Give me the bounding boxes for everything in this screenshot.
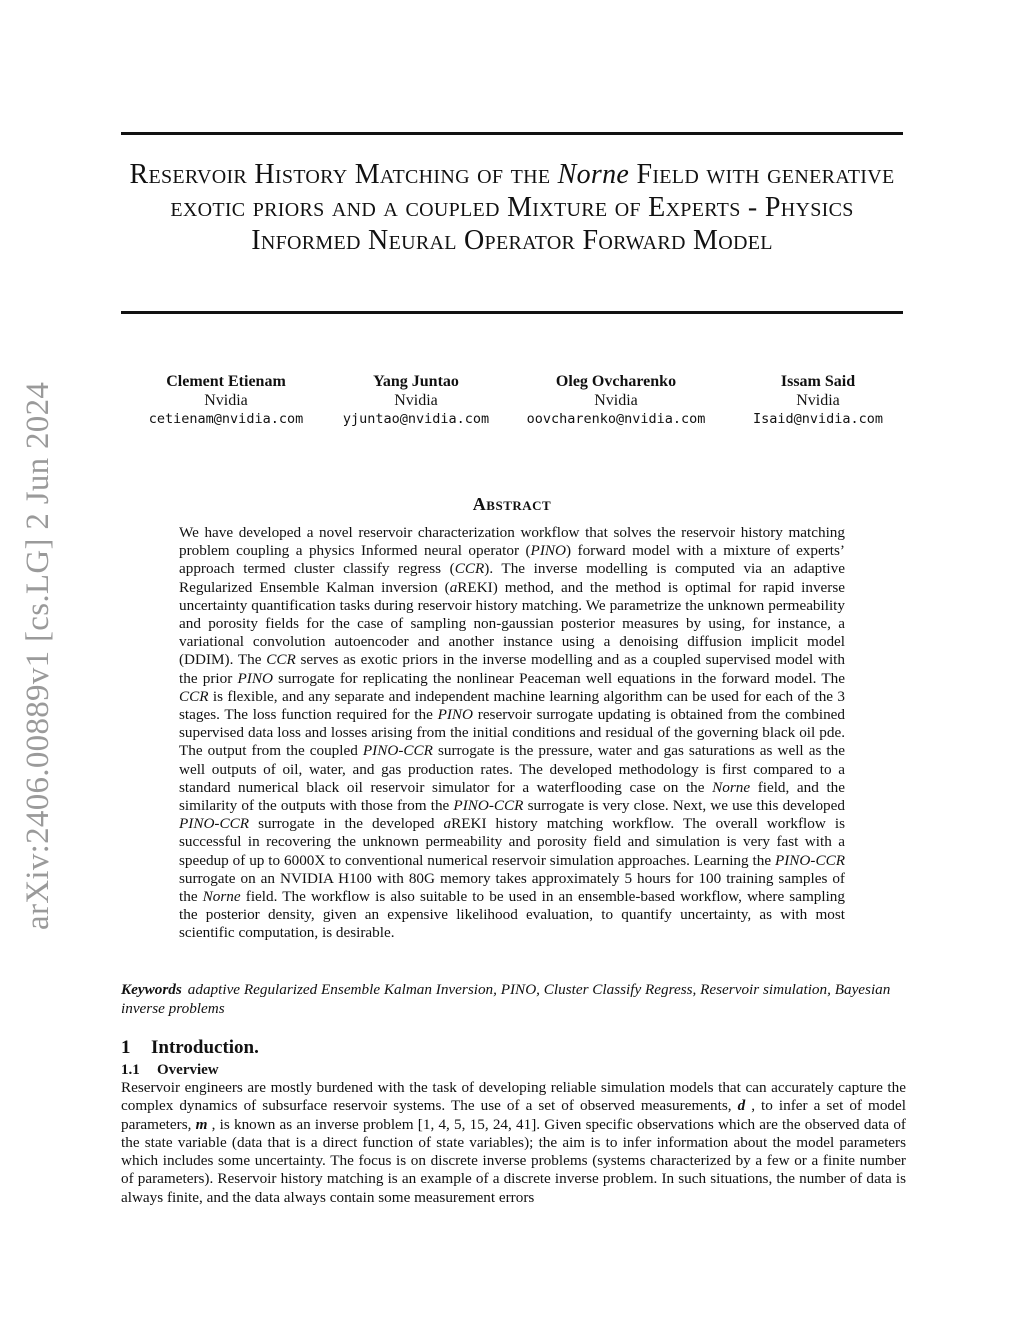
abstract-italic-term: PINO (237, 669, 273, 687)
abstract-italic-term: CCR (454, 560, 485, 578)
abstract-text-run: REKI history matching workflow. The overall workflow is successful in recovering the unknown permeability and porosity field and simulation is very fast with a speedup of up to 6000X to conventional numerical reservoir simulation approaches. Learning the (179, 815, 845, 869)
subsection-heading-overview (121, 1062, 219, 1079)
abstract-text-run: surrogate for replicating the nonlinear Peaceman well equations in the forward model. The (272, 669, 846, 687)
author-email[interactable]: oovcharenko@nvidia.com (526, 411, 706, 427)
subsection-title: Overview (157, 1062, 219, 1078)
keywords-label: Keywords (121, 981, 182, 998)
abstract-italic-term: Norne (712, 778, 751, 796)
author-name: Issam Said (780, 373, 856, 390)
abstract-text-run: surrogate in the developed (249, 815, 444, 833)
subsection-number: 1.1 (121, 1062, 140, 1078)
abstract-italic-term: PINO (530, 542, 566, 560)
keywords-block (121, 981, 906, 1018)
author-list (121, 372, 903, 432)
author-email[interactable]: cetienam@nvidia.com (148, 411, 304, 427)
author-4 (733, 372, 903, 429)
abstract-text-run: serves as exotic priors in the inverse modelling and as a coupled supervised model with the prior (179, 651, 845, 687)
abstract-text-run: is flexible, and any separate and independent machine learning algorithm can be used for each of the 3 stages. The loss function required for the (179, 687, 845, 724)
symbol-m: m (195, 1115, 208, 1133)
section-title: Introduction. (151, 1037, 259, 1058)
author-2 (331, 372, 501, 429)
symbol-d: d (737, 1097, 746, 1115)
title-italic-norne: Norne (557, 159, 630, 190)
abstract-text-run: reservoir surrogate updating is obtained from the combined supervised data loss and losses arising from the initial conditions and residual of the governing black oil pde. The output from the coupled (179, 706, 845, 760)
section-number: 1 (121, 1037, 131, 1058)
abstract-text-run: field, and the similarity of the outputs with those from the (179, 778, 845, 815)
title-part-2: Field with generative exotic priors and a coupled Mixture of Experts - Physics Informed Neural Operator Forward Model (170, 159, 895, 256)
abstract-italic-term: PINO-CCR (179, 815, 250, 833)
abstract-text-run: REKI) method, and the method is optimal for rapid inverse uncertainty quantification tasks during reservoir history matching. We parametrize the unknown permeability and porosity fields for the case of sampling non-gaussian posterior measures by using, for instance, a variational convolution autoencoder and another instance using a denoising diffusion implicit model (DDIM). The (179, 578, 845, 669)
abstract-italic-term: PINO-CCR (362, 742, 433, 760)
abstract-text (179, 524, 845, 943)
intro-text-2: , to infer a set of model parameters, (121, 1097, 906, 1133)
author-affiliation: Nvidia (594, 392, 638, 409)
author-3 (511, 372, 721, 429)
abstract-italic-term: CCR (266, 651, 296, 669)
author-email[interactable]: yjuntao@nvidia.com (342, 411, 490, 427)
author-affiliation: Nvidia (796, 392, 840, 409)
author-1 (121, 372, 331, 429)
author-affiliation: Nvidia (204, 392, 248, 409)
abstract-italic-term: PINO-CCR (774, 851, 845, 869)
abstract-text-run: surrogate is very close. Next, we use this developed (523, 797, 845, 815)
abstract-text-run: We have developed a novel reservoir characterization workflow that solves the reservoir history matching problem coupling a physics Informed neural operator ( (179, 524, 845, 560)
keywords-list: adaptive Regularized Ensemble Kalman Inversion, PINO, Cluster Classify Regress, Reservoir simulation, Bayesian inverse problems (121, 981, 891, 1017)
author-name: Oleg Ovcharenko (555, 373, 677, 390)
author-email[interactable]: Isaid@nvidia.com (752, 411, 884, 427)
author-name: Clement Etienam (166, 373, 286, 390)
intro-text-1: Reservoir engineers are mostly burdened with the task of developing reliable simulation models that can accurately capture the complex dynamics of subsurface reservoir systems. The use of a set of observed measurements, (121, 1079, 906, 1115)
abstract-text-run: surrogate on an NVIDIA H100 with 80G memory takes approximately 5 hours for 100 training samples of the (179, 869, 845, 906)
introduction-paragraph (121, 1079, 906, 1207)
abstract-text-run: field. The workflow is also suitable to be used in an ensemble-based workflow, where sampling the posterior density, given an expensive likelihood evaluation, to quantify uncertainty, as with most scientific computation, is desirable. (179, 888, 845, 942)
abstract-text-run: surrogate is the pressure, water and gas saturations as well as the well outputs of oil, water, and gas production rates. The developed methodology is first compared to a standard numerical black oil reservoir simulator for a waterflooding case on the (179, 742, 845, 796)
title-part-1: Reservoir History Matching of the (129, 159, 558, 190)
abstract-heading: Abstract (472, 494, 552, 514)
section-heading-introduction (121, 1037, 259, 1059)
abstract-text-run: ) forward model with a mixture of experts’ approach termed cluster classify regress ( (179, 542, 845, 578)
abstract-italic-term: Norne (202, 888, 241, 906)
abstract-italic-term: a (443, 815, 452, 833)
abstract-italic-term: a (449, 578, 458, 596)
abstract-italic-term: PINO (437, 706, 474, 724)
title-top-rule (121, 132, 903, 135)
arxiv-identifier: arXiv:2406.00889v1 [cs.LG] 2 Jun 2024 (20, 381, 56, 930)
abstract-text-run: ). The inverse modelling is computed via an adaptive Regularized Ensemble Kalman inversion ( (179, 560, 845, 596)
title-bottom-rule (121, 311, 903, 314)
abstract-italic-term: PINO-CCR (453, 797, 524, 815)
author-affiliation: Nvidia (394, 392, 438, 409)
author-name: Yang Juntao (373, 373, 459, 390)
abstract-italic-term: CCR (179, 687, 209, 705)
paper-title (121, 158, 903, 257)
intro-text-3: , is known as an inverse problem [1, 4, 5, 15, 24, 41]. Given specific observations which are the observed data of the state variable (data that is a direct function of state variables); the aim is to infer information about the model parameters which includes some uncertainty. The focus is on discrete inverse problems (systems characterized by a few or a finite number of parameters). Reservoir history matching is an example of a discrete inverse problem. In such situations, the number of data is always finite, and the data always contain some measurement errors (121, 1115, 906, 1206)
